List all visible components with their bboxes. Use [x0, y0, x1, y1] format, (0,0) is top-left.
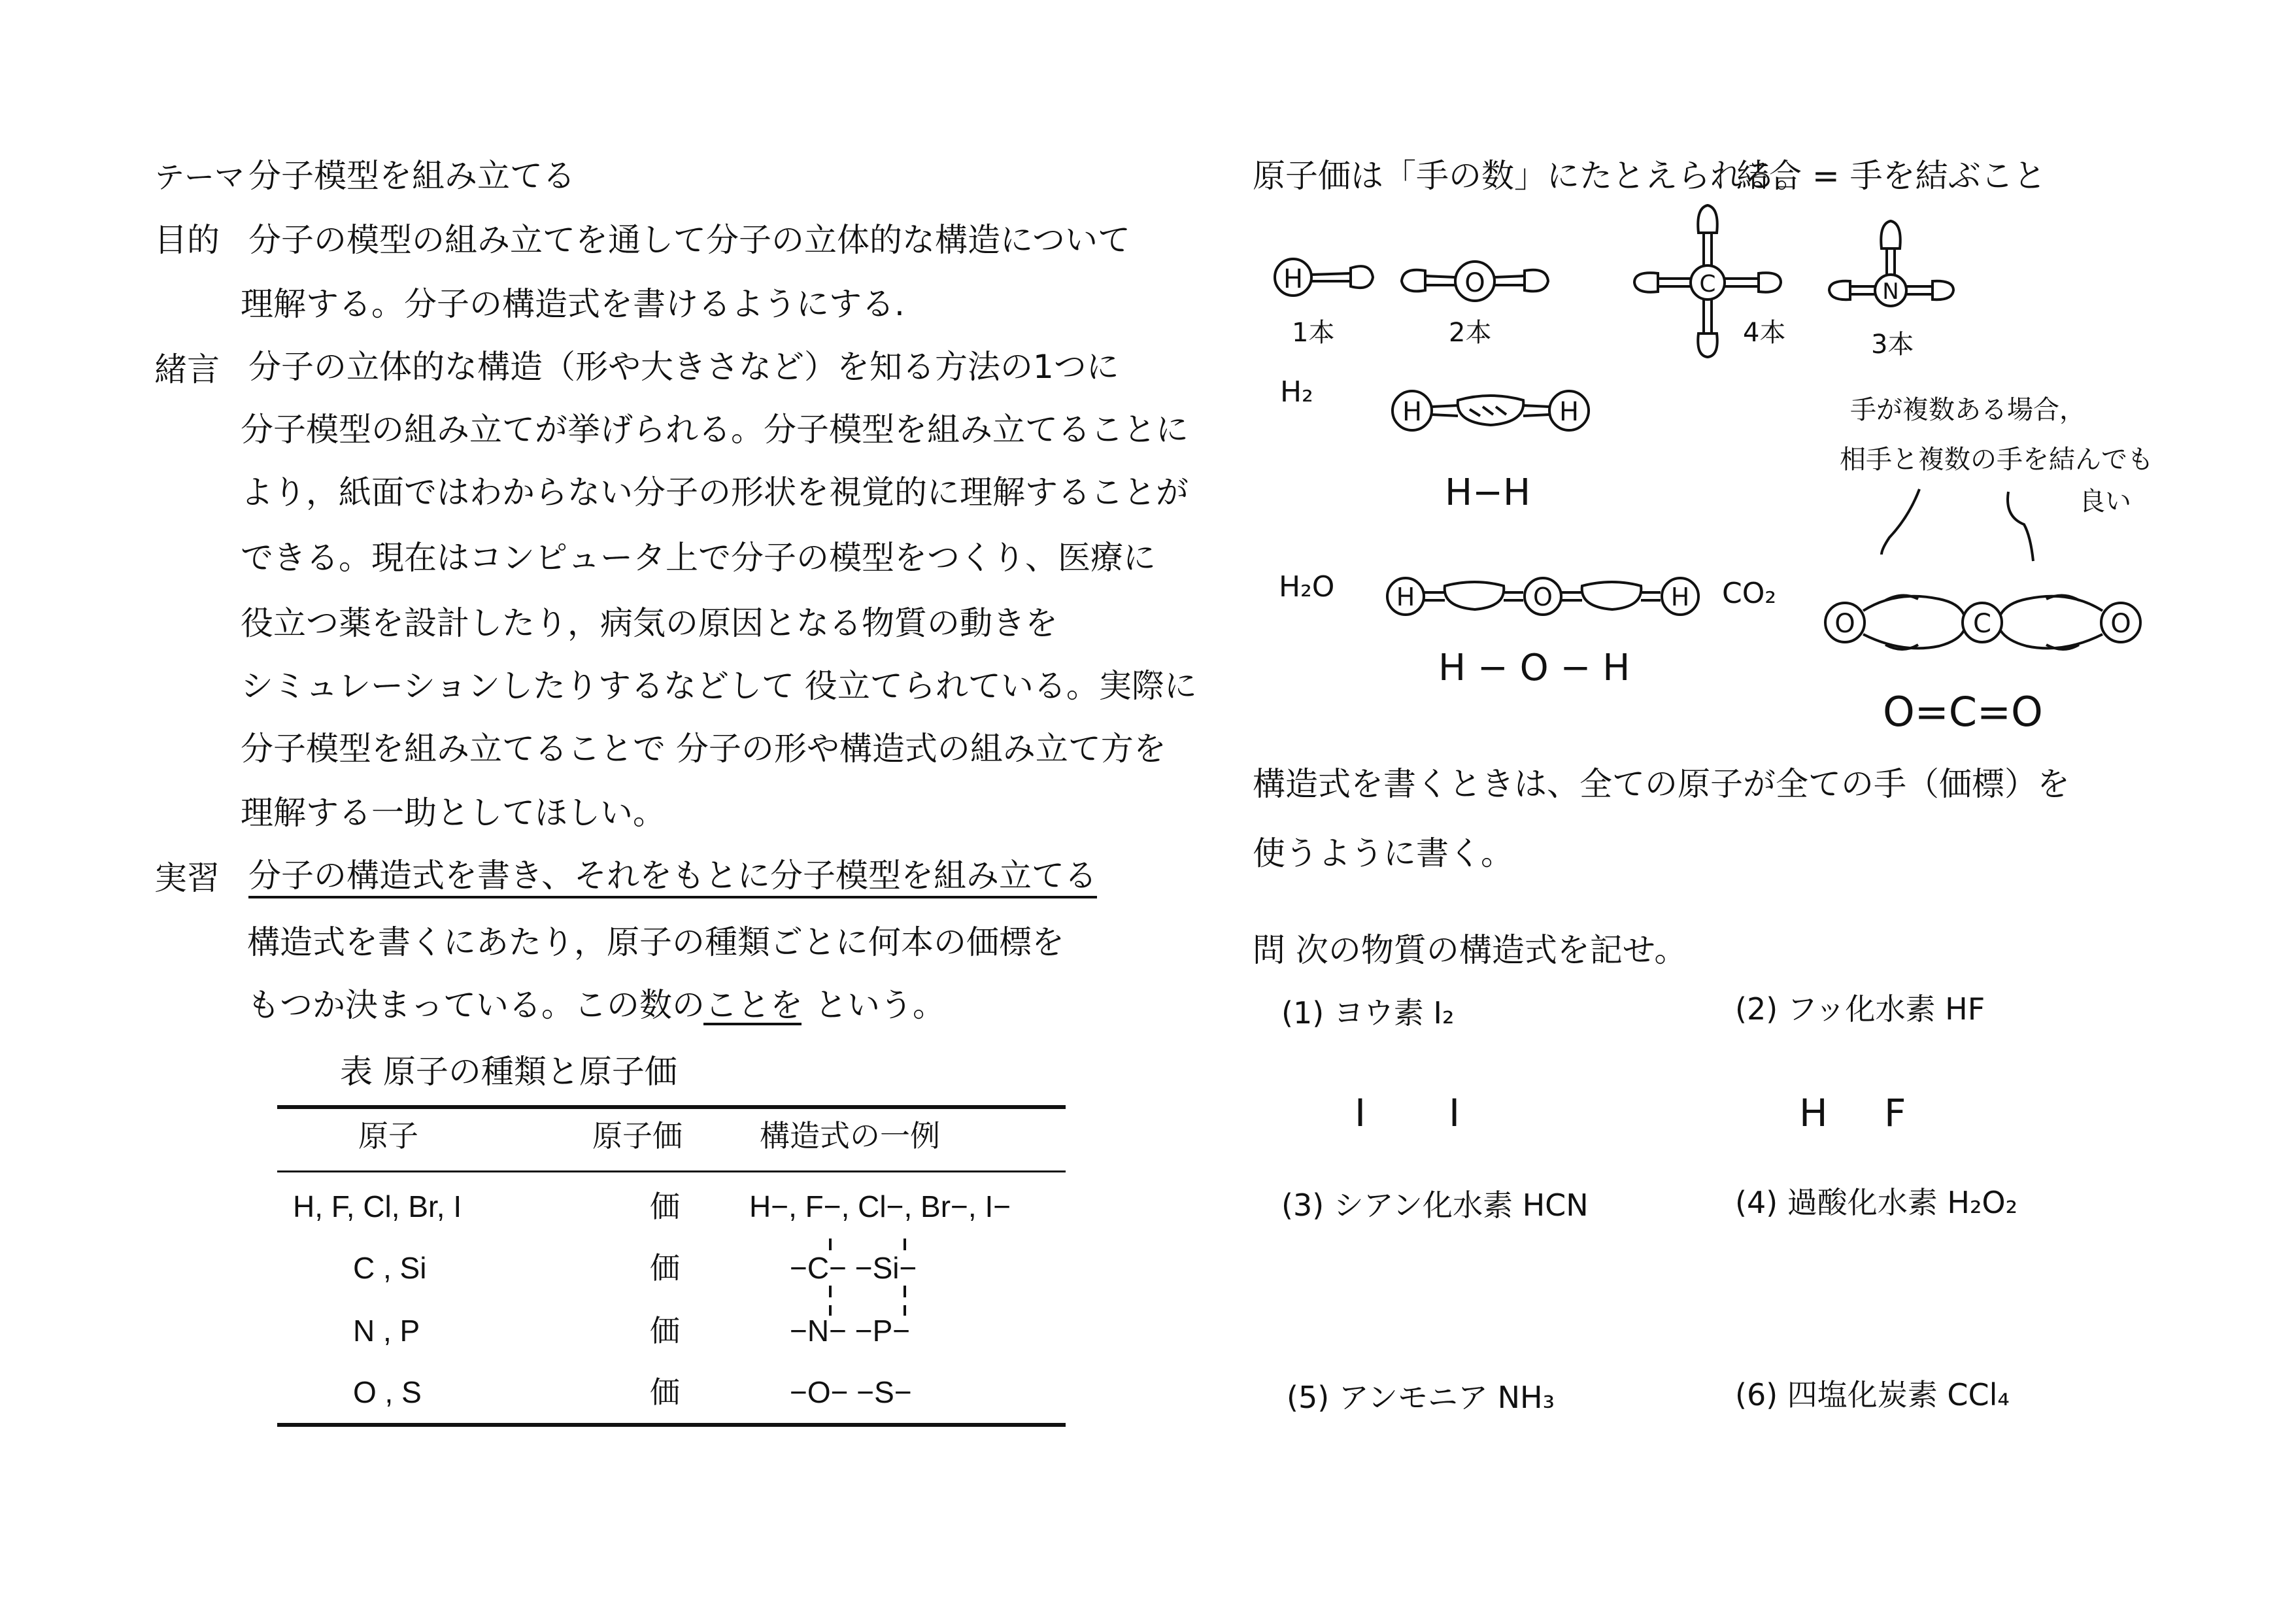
arm — [1432, 405, 1549, 416]
multi-hand-note: 相手と複数の手を結んでも — [1840, 445, 2153, 475]
handshake — [1582, 582, 1642, 609]
hand — [1933, 281, 1953, 299]
practice-line-underlined: 分子の構造式を書き、それをもとに分子模型を組み立てる — [248, 859, 1097, 898]
hand-count: 1本 — [1292, 318, 1335, 348]
question-title: 問 次の物質の構造式を記せ。 — [1253, 931, 1687, 969]
note-pointer — [2008, 492, 2033, 561]
question-item: (6) 四塩化炭素 CCl₄ — [1735, 1377, 2010, 1412]
arm — [1311, 273, 1351, 281]
h2-formula: H−H — [1445, 471, 1531, 514]
h2o-label: H₂O — [1279, 570, 1335, 604]
hand — [1698, 205, 1717, 233]
theme-label: テーマ — [154, 160, 245, 195]
hand — [1351, 266, 1373, 288]
bond-definition: 結合 = 手を結ぶこと — [1736, 157, 2046, 195]
table-cell-example: H−, F−, Cl−, Br−, I− — [749, 1189, 1011, 1223]
hand — [1881, 221, 1900, 248]
note-pointer — [1882, 489, 1919, 555]
arm — [1561, 592, 1661, 600]
question-item: (3) シアン化水素 HCN — [1281, 1187, 1589, 1223]
table-cell-atoms: O , S — [353, 1375, 422, 1409]
hand — [1634, 273, 1658, 292]
intro-line: より，紙面ではわからない分子の形状を視覚的に理解することが — [241, 473, 1189, 511]
intro-line: 理解する一助としてほしい。 — [241, 794, 666, 832]
handshake — [1885, 595, 1918, 649]
atom-symbol: O — [1464, 268, 1485, 298]
intro-line: できる。現在はコンピュータ上で分子の模型をつくり、医療に — [241, 539, 1156, 577]
practice-line-end: という。 — [815, 986, 945, 1024]
hand — [1829, 281, 1850, 299]
q2-atom: H — [1799, 1091, 1828, 1135]
atom-symbol: H — [1670, 583, 1690, 611]
intro-line: 分子模型を組み立てることで 分子の形や構造式の組み立て方を — [241, 730, 1166, 768]
table-cell-example: −N− −P− — [790, 1314, 911, 1348]
hand — [1698, 333, 1717, 357]
table-cell-atoms: H, F, Cl, Br, I — [293, 1189, 462, 1223]
valence-analogy: 原子価は「手の数」にたとえられる。 — [1253, 157, 1808, 195]
table-cell-valence: 価 — [650, 1313, 680, 1348]
table-cell-example: −C− −Si− — [790, 1251, 917, 1285]
h2-label: H₂ — [1280, 375, 1313, 409]
table-header: 原子 — [358, 1118, 418, 1153]
atom-h-one-hand — [1275, 259, 1373, 296]
arm — [1863, 596, 1964, 649]
atom-symbol: H — [1402, 397, 1423, 427]
hand-count: 3本 — [1871, 330, 1914, 360]
question-item: (2) フッ化水素 HF — [1735, 991, 1985, 1027]
atom-symbol: H — [1396, 583, 1415, 611]
atom-symbol: H — [1283, 264, 1304, 294]
atom-o-two-hands — [1402, 262, 1548, 301]
atom-symbol: H — [1559, 397, 1579, 427]
atom-symbol: O — [1834, 609, 1855, 639]
intro-line: シミュレーションしたりするなどして 役立てられている。実際に — [241, 667, 1197, 705]
table-caption: 表 原子の種類と原子価 — [340, 1053, 677, 1091]
purpose-line: 理解する。分子の構造式を書けるようにする. — [241, 285, 905, 323]
purpose-label: 目的 — [154, 221, 220, 259]
question-item: (4) 過酸化水素 H₂O₂ — [1735, 1185, 2018, 1220]
q1-atom: I — [1449, 1091, 1460, 1135]
rule-line: 構造式を書くときは、全ての原子が全ての手（価標）を — [1253, 765, 2070, 803]
q1-atom: I — [1355, 1091, 1366, 1135]
hand-count: 4本 — [1743, 318, 1786, 348]
intro-line: 分子模型の組み立てが挙げられる。分子模型を組み立てることに — [241, 411, 1189, 449]
atom-symbol: O — [1533, 583, 1553, 611]
intro-label: 緒言 — [154, 350, 220, 388]
q2-atom: F — [1884, 1091, 1906, 1135]
practice-line: 構造式を書くにあたり，原子の種類ごとに何本の価標を — [247, 923, 1064, 961]
hand — [1759, 273, 1781, 292]
hand — [1402, 270, 1425, 292]
purpose-line: 分子の模型の組み立てを通して分子の立体的な構造について — [248, 221, 1130, 259]
question-item: (5) アンモニア NH₃ — [1287, 1380, 1555, 1415]
atom-symbol: N — [1882, 279, 1899, 305]
table-header: 構造式の一例 — [760, 1118, 940, 1153]
table-cell-valence: 価 — [650, 1250, 680, 1286]
handshake — [1445, 582, 1504, 609]
table-cell-valence: 価 — [650, 1189, 680, 1224]
hand — [1525, 270, 1548, 292]
multi-hand-note: 手が複数ある場合， — [1850, 395, 2085, 425]
co2-handshake — [1825, 595, 2140, 649]
atom-symbol: C — [1973, 609, 1991, 639]
h2o-handshake — [1387, 578, 1698, 615]
co2-label: CO₂ — [1722, 577, 1776, 610]
hand-count: 2本 — [1449, 318, 1492, 348]
table-cell-example: −O− −S− — [790, 1375, 912, 1409]
arm — [1424, 592, 1523, 600]
practice-label: 実習 — [154, 859, 220, 897]
intro-line: 分子の立体的な構造（形や大きさなど）を知る方法の1つに — [248, 348, 1119, 386]
multi-hand-note: 良い — [2079, 487, 2131, 517]
table-cell-atoms: N , P — [353, 1314, 420, 1348]
handshake — [1458, 396, 1524, 425]
atom-n-three-hands — [1829, 221, 1953, 306]
theme-text: 分子模型を組み立てる — [248, 157, 575, 195]
co2-formula: O=C=O — [1883, 688, 2043, 736]
fingers — [1470, 407, 1506, 416]
h2o-formula: H − O − H — [1438, 647, 1630, 689]
rule-line: 使うように書く。 — [1253, 834, 1513, 872]
table-header: 原子価 — [592, 1118, 683, 1153]
atom-symbol: C — [1699, 271, 1716, 298]
question-item: (1) ヨウ素 I₂ — [1281, 995, 1455, 1031]
handshake — [2046, 595, 2079, 649]
arm — [2001, 596, 2102, 649]
h2-handshake — [1393, 391, 1589, 430]
table-cell-atoms: C , Si — [353, 1251, 427, 1285]
atom-symbol: O — [2110, 609, 2131, 639]
intro-line: 役立つ薬を設計したり，病気の原因となる物質の動きを — [241, 604, 1058, 642]
table-cell-valence: 価 — [650, 1375, 680, 1410]
practice-line: もつか決まっている。この数のことを — [247, 986, 803, 1024]
